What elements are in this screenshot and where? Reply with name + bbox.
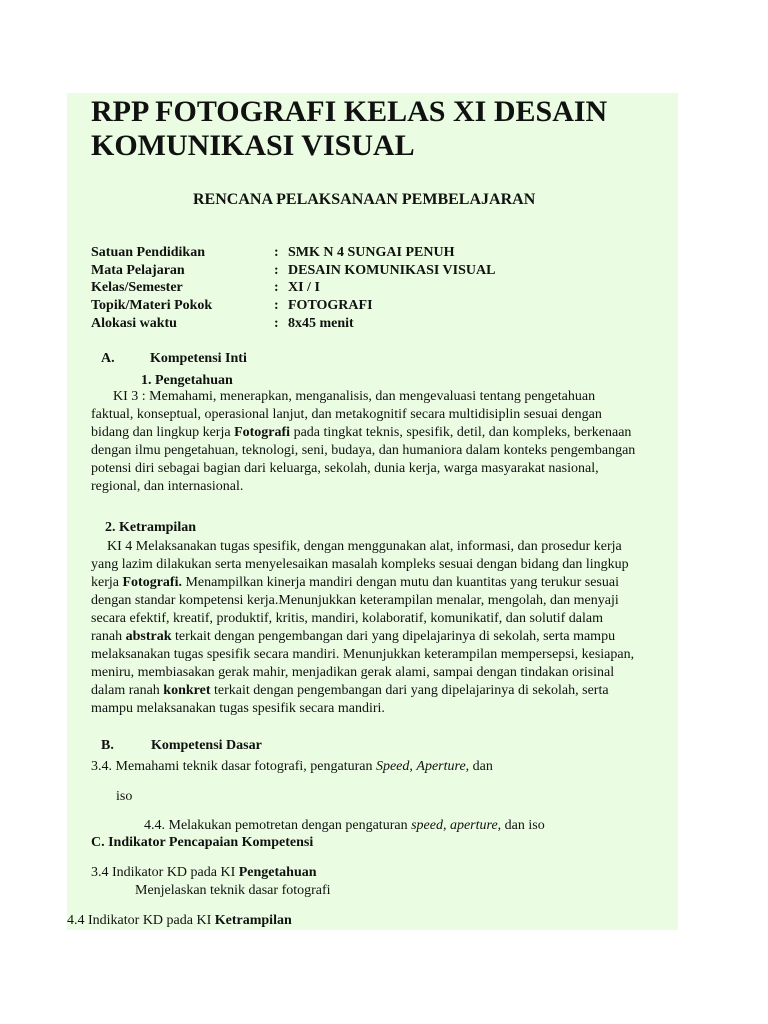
text-run: dengan standar kompetensi kerja.Menunjukkan keterampilan menalar, mengolah, dan menyaji [91, 593, 619, 608]
kd-4-4: 4.4. Melakukan pemotretan dengan pengaturan speed, aperture, dan iso [144, 818, 545, 833]
text-run: mampu melaksanakan tugas spesifik secara mandiri. [91, 701, 385, 716]
indikator-3-4: 3.4 Indikator KD pada KI Pengetahuan [91, 865, 317, 880]
section-c-title: C. Indikator Pencapaian Kompetensi [91, 835, 314, 850]
text-run: yang lazim dilakukan serta menyelesaikan masalah kompleks sesuai dengan bidang dan lingkup [91, 557, 629, 572]
identity-row [91, 262, 495, 280]
identity-colon: : [274, 298, 279, 313]
identity-colon: : [274, 263, 279, 278]
bold-term: Fotografi. [122, 575, 182, 590]
text-run: KI 4 Melaksanakan tugas spesifik, dengan menggunakan alat, informasi, dan prosedur kerja [107, 539, 622, 554]
bold-term: konkret [163, 683, 211, 698]
paragraph-line [91, 556, 681, 574]
document-subtitle: RENCANA PELAKSANAAN PEMBELAJARAN [193, 191, 536, 208]
section-a-letter: A. [101, 351, 115, 366]
indikator-3-4-detail: Menjelaskan teknik dasar fotografi [135, 883, 331, 898]
text-run: ranah [91, 629, 126, 644]
paragraph-line [91, 628, 681, 646]
text-run: dengan ilmu pengetahuan, teknologi, seni, budaya, dan humaniora dalam konteks pengembangan [91, 443, 636, 458]
paragraph-line [91, 406, 681, 424]
paragraph-line [91, 442, 681, 460]
identity-label: Alokasi waktu [91, 316, 177, 331]
identity-row [91, 244, 454, 262]
indikator-4-4: 4.4 Indikator KD pada KI Ketrampilan [67, 913, 292, 928]
text-run: melaksanakan tugas spesifik secara mandiri. Menunjukkan keterampilan mempersepsi, kesiapan, [91, 647, 635, 662]
kd-3-4: 3.4. Memahami teknik dasar fotografi, pengaturan Speed, Aperture, dan [91, 759, 493, 774]
identity-label: Mata Pelajaran [91, 263, 185, 278]
text-run: kerja [91, 575, 123, 590]
identity-label: Kelas/Semester [91, 280, 183, 295]
paragraph-line [91, 424, 681, 442]
paragraph-line [91, 460, 681, 478]
identity-row [91, 279, 320, 297]
text-run: terkait dengan pengembangan dari yang dipelajarinya di sekolah, serta mampu [171, 629, 616, 644]
identity-value: XI / I [288, 280, 320, 295]
identity-label: Topik/Materi Pokok [91, 298, 213, 313]
paragraph-line [91, 478, 681, 496]
identity-colon: : [274, 316, 279, 331]
paragraph-line [91, 592, 681, 610]
identity-value: SMK N 4 SUNGAI PENUH [288, 245, 455, 260]
text-run: terkait dengan pengembangan dari yang dipelajarinya di sekolah, serta [210, 683, 609, 698]
text-run: potensi diri sebagai bagian dari keluarga, sekolah, dunia kerja, warga masyarakat nasional, [91, 461, 599, 476]
section-b-letter: B. [101, 738, 114, 753]
bold-term: Fotografi [234, 425, 291, 440]
identity-colon: : [274, 280, 279, 295]
identity-label: Satuan Pendidikan [91, 245, 205, 260]
paragraph-line [91, 700, 681, 718]
identity-value: DESAIN KOMUNIKASI VISUAL [288, 263, 496, 278]
text-run: KI 3 : Memahami, menerapkan, menganalisis, dan mengevaluasi tentang pengetahuan [113, 389, 596, 404]
pengetahuan-heading: 1. Pengetahuan [141, 373, 233, 388]
section-b-title: Kompetensi Dasar [151, 738, 262, 753]
text-run: Menampilkan kinerja mandiri dengan mutu dan kuantitas yang terukur sesuai [181, 575, 619, 590]
bold-term: abstrak [125, 629, 172, 644]
identity-colon: : [274, 245, 279, 260]
ki3-paragraph [91, 388, 681, 496]
document-title: RPP FOTOGRAFI KELAS XI DESAIN KOMUNIKASI VISUAL [91, 95, 608, 162]
ketrampilan-heading: 2. Ketrampilan [105, 520, 196, 535]
kd-3-4-cont: iso [116, 789, 133, 804]
text-run: dalam ranah [91, 683, 164, 698]
text-run: bidang dan lingkup kerja [91, 425, 235, 440]
paragraph-line [91, 682, 681, 700]
paragraph-line [91, 646, 681, 664]
section-a-title: Kompetensi Inti [150, 351, 247, 366]
paragraph-line [91, 610, 681, 628]
identity-value: FOTOGRAFI [288, 298, 373, 313]
text-run: pada tingkat teknis, spesifik, detil, dan kompleks, berkenaan [290, 425, 632, 440]
paragraph-line [91, 388, 681, 406]
ki4-paragraph [91, 538, 681, 718]
paragraph-line [91, 664, 681, 682]
identity-row [91, 315, 354, 333]
identity-value: 8x45 menit [288, 316, 354, 331]
text-run: meniru, membiasakan gerak mahir, menjadikan gerak alami, sampai dengan tindakan orisinal [91, 665, 615, 680]
text-run: faktual, konseptual, operasional lanjut, dan metakognitif secara multidisiplin sesuai dengan [91, 407, 602, 422]
document-page [67, 93, 678, 930]
identity-row [91, 297, 373, 315]
text-run: secara efektif, kreatif, produktif, kritis, mandiri, kolaboratif, komunikatif, dan solutif dalam [91, 611, 604, 626]
text-run: regional, dan internasional. [91, 479, 244, 494]
paragraph-line [91, 538, 681, 556]
paragraph-line [91, 574, 681, 592]
